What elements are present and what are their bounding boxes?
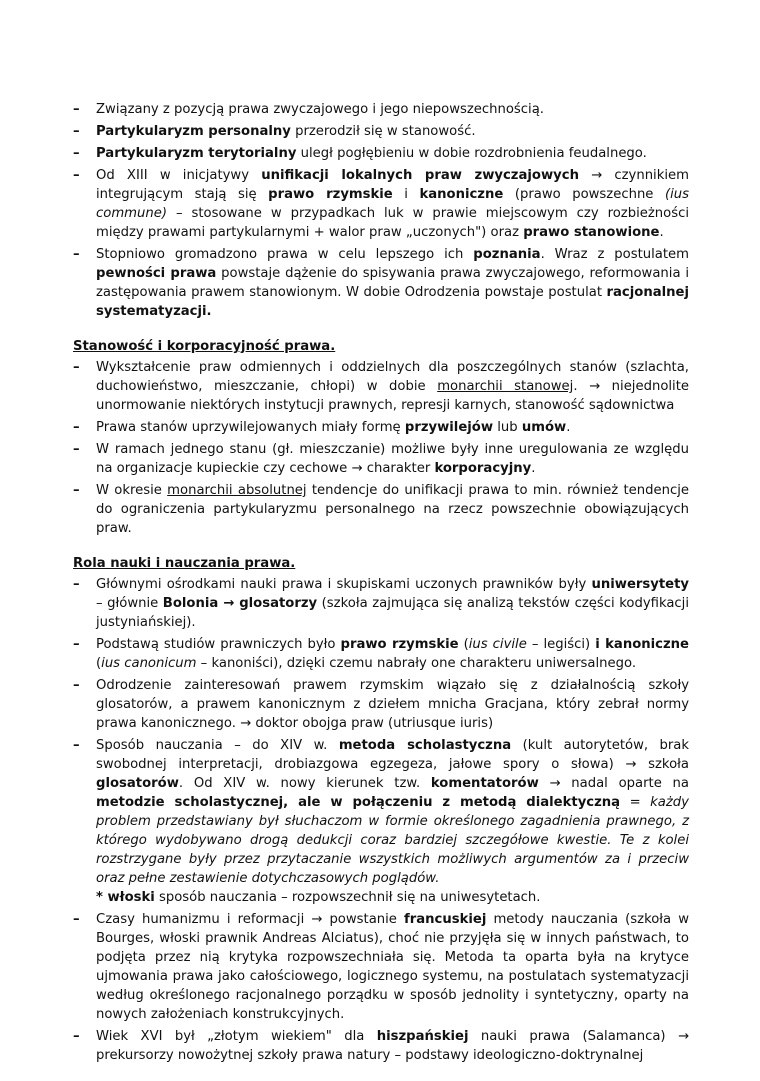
- text: . → niejednolite unormowanie niektórych instytucji prawnych, represji karnych, stanowość sądownictwa: [96, 379, 689, 413]
- text: Związany z pozycją prawa zwyczajowego i jego niepowszechnością.: [96, 102, 544, 117]
- text: Stopniowo gromadzono prawa w celu lepszego ich: [96, 247, 474, 262]
- bullet-dash: –: [73, 483, 80, 498]
- bullet-dash: –: [73, 146, 80, 161]
- text: Wiek XVI był „złotym wiekiem" dla: [96, 1029, 377, 1044]
- bold-text: glosatorów: [96, 776, 179, 791]
- text: Od XIII w inicjatywy: [96, 168, 262, 183]
- paragraph: [96, 736, 689, 888]
- text: → nadal oparte na: [538, 776, 689, 791]
- paragraph: [96, 481, 689, 538]
- text: Odrodzenie zainteresowań prawem rzymskim wiązało się z działalnością szkoły glosatorów, a prawem kanonicznym z dziełem mnicha Gracjana, który zebrał normy prawa kanonicznego. → doktor obojga praw (utriusque iuris): [96, 678, 689, 731]
- text: nauki prawa (Salamanca) → prekursorzy nowożytnej szkoły prawa natury – podstawy ideologiczno-doktrynalnej: [96, 1029, 689, 1063]
- text: =: [620, 795, 651, 810]
- text: → czynnikiem integrującym stają się: [96, 168, 689, 202]
- paragraph: [96, 1027, 689, 1065]
- bullet-dash: –: [73, 678, 80, 693]
- text: – stosowane w przypadkach luk w prawie miejscowym czy rozbieżności między prawami partykularnymi + walor praw „uczonych") oraz: [96, 206, 689, 240]
- bold-text: pewności prawa: [96, 266, 217, 281]
- bullet-dash: –: [73, 1029, 80, 1044]
- list-item: [73, 418, 689, 437]
- text: uległ pogłębieniu w dobie rozdrobnienia feudalnego.: [296, 146, 647, 161]
- text: Sposób nauczania – do XIV w.: [96, 738, 339, 753]
- list-item: [73, 1027, 689, 1065]
- list-item: [73, 440, 689, 478]
- section: [73, 100, 689, 321]
- text: tendencje do unifikacji prawa to min. również tendencje do ograniczenia partykularyzmu personalnego na rzecz powszechnie obowiązujących praw.: [96, 483, 689, 536]
- text: .: [566, 420, 571, 435]
- bold-text: kanoniczne: [419, 187, 504, 202]
- text: – głównie: [96, 596, 163, 611]
- paragraph: [96, 358, 689, 415]
- text: Podstawą studiów prawniczych było: [96, 637, 341, 652]
- text: przerodził się w stanowość.: [290, 124, 476, 139]
- list-item: [73, 166, 689, 242]
- text: Czasy humanizmu i reformacji → powstanie: [96, 912, 405, 927]
- bullet-dash: –: [73, 102, 80, 117]
- bold-text: uniwersytety: [591, 577, 689, 592]
- paragraph: [96, 144, 689, 163]
- list-item: [73, 122, 689, 141]
- bold-text: metodzie scholastycznej, ale w połączeniu z metodą dialektyczną: [96, 795, 621, 810]
- paragraph: [96, 888, 689, 907]
- bold-text: Partykularyzm terytorialny: [96, 146, 297, 161]
- text: i: [392, 187, 420, 202]
- paragraph: [96, 122, 689, 141]
- paragraph: [96, 100, 689, 119]
- underlined-text: monarchii absolutnej: [167, 483, 307, 498]
- paragraph: [96, 440, 689, 478]
- bullet-dash: –: [73, 420, 80, 435]
- text: (szkoła zajmująca się analizą tekstów części kodyfikacji justyniańskiej).: [96, 596, 690, 630]
- bullet-dash: –: [73, 247, 80, 262]
- list-item: [73, 481, 689, 538]
- list-item: [73, 736, 689, 907]
- bold-text: prawo rzymskie: [268, 187, 393, 202]
- text: – legiści): [526, 637, 596, 652]
- italic-text: ius canonicum: [101, 656, 197, 671]
- text: W okresie: [96, 483, 168, 498]
- bullet-dash: –: [73, 912, 80, 927]
- underlined-text: monarchii stanowej: [437, 379, 574, 394]
- text: sposób nauczania – rozpowszechnił się na uniwesytetach.: [154, 890, 541, 905]
- text: (: [96, 656, 102, 671]
- document-content: [73, 100, 689, 1081]
- paragraph: [96, 676, 689, 733]
- bold-text: * włoski: [96, 890, 155, 905]
- italic-text: ius civile: [468, 637, 527, 652]
- bold-text: i kanoniczne: [595, 637, 689, 652]
- section-heading: Stanowość i korporacyjność prawa.: [73, 339, 336, 354]
- list-item: [73, 100, 689, 119]
- bullet-dash: –: [73, 168, 80, 183]
- bullet-dash: –: [73, 360, 80, 375]
- bold-text: komentatorów: [430, 776, 539, 791]
- text: (kult autorytetów, brak swobodnej interpretacji, drobiazgowa egzegeza, jałowe spory o słowa) → szkoła: [96, 738, 690, 772]
- bold-text: prawo stanowione: [523, 225, 660, 240]
- bold-text: poznania: [473, 247, 541, 262]
- text: (: [458, 637, 469, 652]
- bold-text: umów: [521, 420, 567, 435]
- italic-text: każdy problem przedstawiany był słuchaczom w formie określonego zagadnienia prawnego, z którego wydobywano drogą dedukcji coraz bardziej szczegółowe kwestie. Te z kolei rozstrzygane były przez przytaczanie wszystkich możliwych argumentów za i przeciw oraz pełne zestawienie dotychczasowych poglądów.: [96, 795, 689, 886]
- bold-text: racjonalnej systematyzacji.: [96, 285, 689, 319]
- text: Prawa stanów uprzywilejowanych miały formę: [96, 420, 405, 435]
- italic-text: (ius commune): [96, 187, 689, 221]
- list-item: [73, 575, 689, 632]
- list-item: [73, 910, 689, 1024]
- bullet-dash: –: [73, 124, 80, 139]
- bold-text: prawo rzymskie: [340, 637, 459, 652]
- text: metody nauczania (szkoła w Bourges, włoski prawnik Andreas Alciatus), choć nie przyjęła się w innych państwach, to podjęta przez nią krytyka rozpowszechniała się. Metoda ta oparta była na krytyce ujmowania prawa jako całościowego, logicznego systemu, na postulatach systematyzacji według określonego racjonalnego porządku w sposób jednolity i syntetyczny, oparty na nowych założeniach konstrukcyjnych.: [96, 912, 689, 1022]
- paragraph: [96, 245, 689, 321]
- section: [73, 554, 689, 1065]
- list-item: [73, 358, 689, 415]
- bullet-dash: –: [73, 738, 80, 753]
- bullet-dash: –: [73, 577, 80, 592]
- list-item: [73, 245, 689, 321]
- bold-text: unifikacji lokalnych praw zwyczajowych: [261, 168, 579, 183]
- text: W ramach jednego stanu (gł. mieszczanie) możliwe były inne uregulowania ze względu na organizacje kupieckie czy cechowe → charakter: [96, 442, 689, 476]
- section: [73, 337, 689, 538]
- bold-text: Bolonia → glosatorzy: [162, 596, 318, 611]
- text: powstaje dążenie do spisywania prawa zwyczajowego, reformowania i zastępowania prawem stanowionym. W dobie Odrodzenia powstaje postulat: [96, 266, 689, 300]
- text: lub: [493, 420, 522, 435]
- text: .: [531, 461, 536, 476]
- text: Głównymi ośrodkami nauki prawa i skupiskami uczonych prawników były: [96, 577, 592, 592]
- text: . Od XIV w. nowy kierunek tzw.: [178, 776, 431, 791]
- section-heading: Rola nauki i nauczania prawa.: [73, 556, 296, 571]
- bullet-dash: –: [73, 442, 80, 457]
- text: – kanoniści), dzięki czemu nabrały one charakteru uniwersalnego.: [196, 656, 637, 671]
- text: Wykształcenie praw odmiennych i oddzielnych dla poszczególnych stanów (szlachta, duchowieństwo, mieszczanie, chłopi) w dobie: [96, 360, 689, 394]
- text: .: [659, 225, 664, 240]
- bold-text: hiszpańskiej: [376, 1029, 469, 1044]
- bold-text: francuskiej: [404, 912, 487, 927]
- list-item: [73, 144, 689, 163]
- paragraph: [96, 166, 689, 242]
- list-item: [73, 635, 689, 673]
- bold-text: korporacyjny: [434, 461, 532, 476]
- paragraph: [96, 910, 689, 1024]
- bold-text: Partykularyzm personalny: [96, 124, 291, 139]
- text: (prawo powszechne: [503, 187, 665, 202]
- paragraph: [96, 575, 689, 632]
- paragraph: [96, 635, 689, 673]
- text: . Wraz z postulatem: [540, 247, 689, 262]
- bold-text: metoda scholastyczna: [338, 738, 512, 753]
- bullet-dash: –: [73, 637, 80, 652]
- list-item: [73, 676, 689, 733]
- bold-text: przywilejów: [404, 420, 494, 435]
- paragraph: [96, 418, 689, 437]
